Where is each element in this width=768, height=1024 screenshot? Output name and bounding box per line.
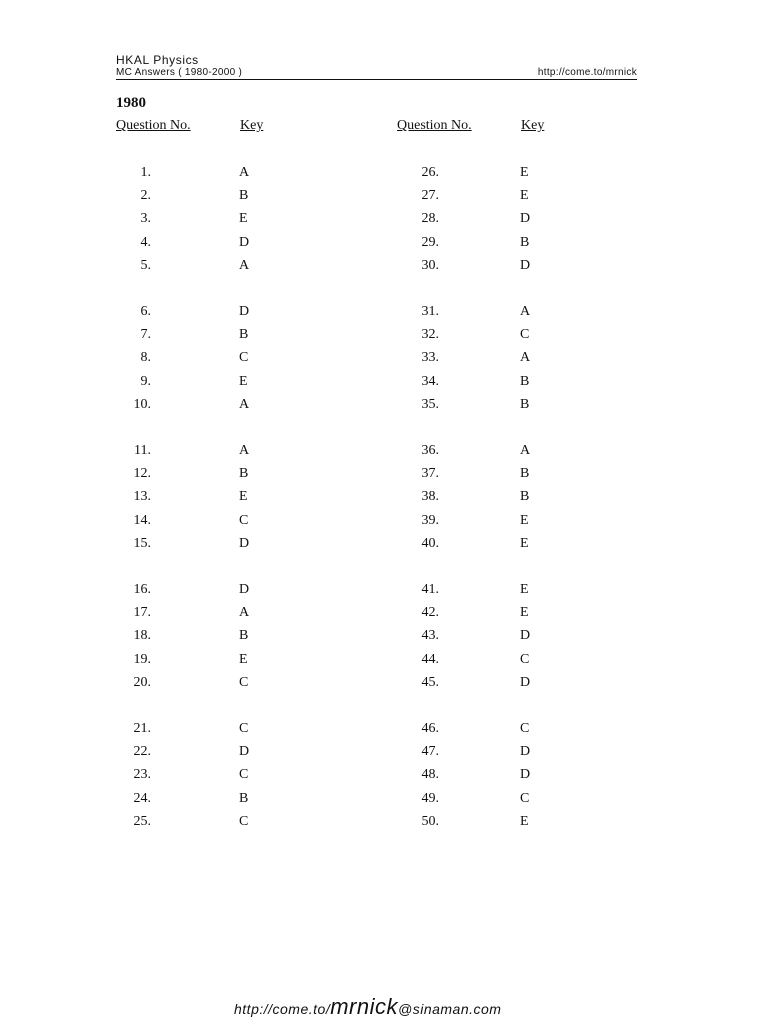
question-number: 16.: [133, 582, 151, 597]
answer-key: B: [520, 373, 530, 389]
question-number: 30.: [421, 257, 439, 273]
question-number: 36.: [421, 443, 439, 458]
answer-key: B: [239, 466, 249, 482]
question-number: 49.: [421, 790, 439, 806]
answer-key: E: [239, 651, 248, 667]
answer-key: A: [520, 304, 531, 319]
answer-key: E: [520, 813, 529, 829]
answer-key: D: [520, 211, 531, 227]
question-number: 18.: [133, 628, 151, 644]
question-number: 41.: [421, 582, 439, 597]
answer-key: C: [239, 767, 249, 783]
footer-name: mrnick: [330, 994, 398, 1019]
question-number: 33.: [421, 350, 439, 366]
question-number: 50.: [421, 813, 439, 829]
answer-key: D: [520, 628, 531, 644]
question-number: 2.: [140, 188, 151, 204]
answer-key: C: [239, 674, 249, 690]
answer-key: C: [239, 813, 249, 829]
question-number: 13.: [133, 489, 151, 505]
question-number: 48.: [421, 767, 439, 783]
question-number: 23.: [133, 767, 151, 783]
question-number: 6.: [140, 304, 151, 319]
header-subtitle: MC Answers ( 1980-2000 ): [116, 67, 243, 78]
answer-key: C: [239, 721, 249, 736]
answer-key: A: [520, 350, 531, 366]
answer-key: E: [239, 489, 248, 505]
col-head-question-right: Question No.: [397, 118, 472, 133]
answer-key: C: [520, 651, 530, 667]
question-number: 20.: [133, 674, 151, 690]
question-number: 24.: [133, 790, 151, 806]
answer-key: E: [520, 605, 529, 621]
col-head-question-left: Question No.: [116, 118, 191, 133]
question-number: 29.: [421, 234, 439, 250]
answer-key: D: [520, 257, 531, 273]
answer-key: E: [239, 211, 248, 227]
answer-key: E: [239, 373, 248, 389]
question-number: 22.: [133, 744, 151, 760]
answer-key: D: [520, 744, 531, 760]
question-number: 27.: [421, 188, 439, 204]
question-number: 3.: [140, 211, 151, 227]
question-number: 11.: [134, 443, 151, 458]
answer-key: B: [520, 234, 530, 250]
question-number: 44.: [421, 651, 439, 667]
footer-domain: @sinaman.com: [398, 1001, 502, 1017]
answer-key: B: [520, 396, 530, 412]
question-number: 39.: [421, 512, 439, 528]
answer-key: B: [239, 327, 249, 343]
answer-key: A: [239, 257, 250, 273]
answer-key: C: [520, 327, 530, 343]
question-number: 15.: [133, 535, 151, 551]
question-number: 10.: [133, 396, 151, 412]
answer-key: E: [520, 535, 529, 551]
answer-key: D: [239, 744, 250, 760]
question-number: 25.: [133, 813, 151, 829]
header-url: http://come.to/mrnick: [537, 67, 637, 78]
answer-key: E: [520, 512, 529, 528]
question-number: 9.: [140, 373, 151, 389]
answer-key: A: [520, 443, 531, 458]
answer-key: D: [520, 674, 531, 690]
question-number: 17.: [133, 605, 151, 621]
question-number: 37.: [421, 466, 439, 482]
question-number: 46.: [421, 721, 439, 736]
question-number: 19.: [133, 651, 151, 667]
answer-key: D: [239, 234, 250, 250]
answer-key: C: [239, 512, 249, 528]
question-number: 38.: [421, 489, 439, 505]
question-number: 21.: [133, 721, 151, 736]
question-number: 1.: [140, 165, 151, 180]
question-number: 31.: [421, 304, 439, 319]
answer-key: A: [239, 396, 250, 412]
col-head-key-left: Key: [240, 118, 264, 133]
answer-key: B: [520, 489, 530, 505]
answer-key: A: [239, 605, 250, 621]
question-number: 43.: [421, 628, 439, 644]
answer-key: C: [520, 790, 530, 806]
answer-key: B: [239, 628, 249, 644]
footer-credit: [234, 994, 501, 1020]
col-head-key-right: Key: [521, 118, 545, 133]
question-number: 35.: [421, 396, 439, 412]
question-number: 4.: [140, 234, 151, 250]
answer-key: A: [239, 443, 250, 458]
question-number: 32.: [421, 327, 439, 343]
question-number: 40.: [421, 535, 439, 551]
answer-key: D: [239, 304, 250, 319]
header-title: HKAL Physics: [116, 53, 199, 67]
question-number: 28.: [421, 211, 439, 227]
answer-key: B: [239, 790, 249, 806]
answer-key: C: [239, 350, 249, 366]
answer-key: A: [239, 165, 250, 180]
answer-key: C: [520, 721, 530, 736]
answer-key: D: [239, 582, 250, 597]
question-number: 7.: [140, 327, 151, 343]
header-rule: [116, 67, 637, 80]
answer-key: B: [520, 466, 530, 482]
answer-key: B: [239, 188, 249, 204]
answer-key: D: [239, 535, 250, 551]
footer-prefix: http://come.to/: [234, 1001, 331, 1017]
question-number: 47.: [421, 744, 439, 760]
question-number: 26.: [421, 165, 439, 180]
question-number: 12.: [133, 466, 151, 482]
question-number: 42.: [421, 605, 439, 621]
answer-key: D: [520, 767, 531, 783]
question-number: 34.: [421, 373, 439, 389]
answer-key: E: [520, 582, 529, 597]
answer-key: E: [520, 188, 529, 204]
question-number: 14.: [133, 512, 151, 528]
answer-key: E: [520, 165, 529, 180]
section-year: 1980: [116, 95, 146, 111]
question-number: 5.: [140, 257, 151, 273]
question-number: 45.: [421, 674, 439, 690]
question-number: 8.: [140, 350, 151, 366]
